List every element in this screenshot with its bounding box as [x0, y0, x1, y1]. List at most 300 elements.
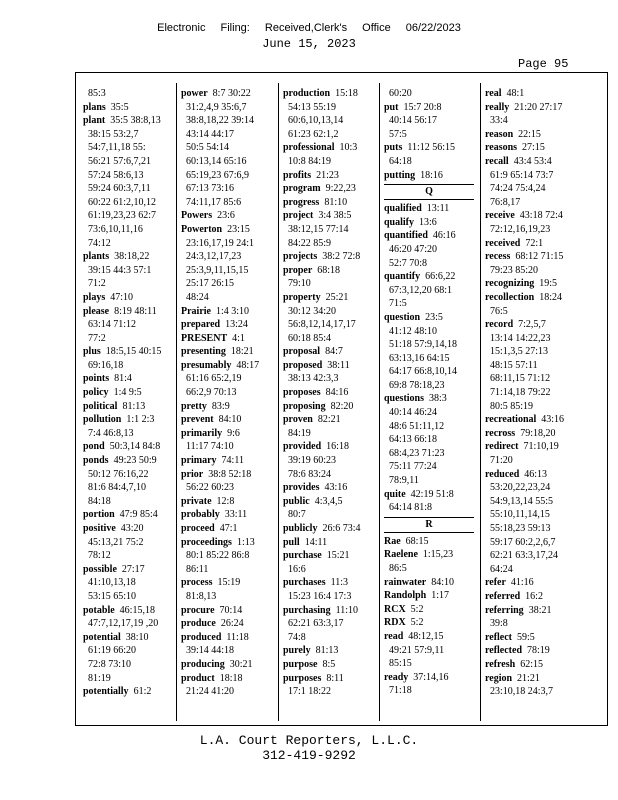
index-entry: [485, 291, 564, 305]
index-entry: [283, 101, 361, 115]
index-entry: [384, 216, 474, 230]
index-entry: [181, 277, 259, 291]
index-entry: [181, 101, 259, 115]
index-entry: [181, 359, 259, 373]
index-refs: 56:22 60:23: [186, 482, 235, 494]
transcript-date: June 15, 2023: [262, 37, 356, 51]
index-entry: [485, 536, 564, 550]
index-refs: 40:14 56:17: [389, 115, 438, 127]
index-refs: 84:18: [88, 495, 111, 507]
index-term: real: [485, 88, 502, 99]
index-refs: 46:16: [432, 230, 456, 242]
index-refs: 1:15,23: [422, 549, 454, 561]
index-entry: [83, 101, 161, 115]
index-refs: 66:2,9 70:13: [186, 387, 237, 399]
index-entry: [283, 169, 361, 183]
index-entry: [384, 257, 474, 271]
index-term: program: [283, 183, 321, 195]
index-entry: [384, 169, 474, 183]
index-entry: [384, 684, 474, 698]
index-refs: 71:18: [389, 685, 412, 697]
index-entry: [283, 644, 361, 658]
index-entry: [283, 454, 361, 468]
index-refs: 48:12,15: [408, 630, 444, 642]
index-refs: 23:15: [227, 223, 250, 235]
index-term: put: [384, 101, 399, 113]
index-term: purpose: [283, 658, 318, 670]
index-entry: [181, 522, 259, 536]
index-entry: [181, 576, 259, 590]
index-term: please: [83, 305, 110, 317]
index-entry: [283, 536, 361, 550]
index-term: progress: [283, 196, 320, 208]
index-entry: [83, 549, 161, 563]
reporter-phone: 312-419-9292: [262, 748, 356, 763]
index-refs: 46:15,18: [119, 604, 155, 616]
index-entry: [485, 604, 564, 618]
index-term: refer: [485, 577, 506, 589]
index-refs: 84:10: [218, 414, 242, 426]
index-refs: 76:5: [490, 305, 508, 317]
index-refs: 43:20: [120, 523, 144, 534]
index-refs: 16:18: [326, 441, 349, 453]
index-entry: [181, 291, 259, 305]
index-entry: [485, 468, 564, 482]
index-refs: 14:11: [304, 536, 328, 548]
index-refs: 83:9: [211, 400, 230, 412]
index-entry: [283, 576, 361, 590]
index-refs: 85:3: [88, 88, 106, 99]
index-term: reduced: [485, 468, 520, 480]
index-entry: [384, 352, 474, 366]
index-entry: [485, 196, 564, 210]
index-entry: [384, 548, 474, 562]
index-refs: 4:1: [232, 332, 245, 344]
index-refs: 78:6 83:24: [288, 468, 332, 480]
index-entry: [283, 277, 361, 291]
index-refs: 64:14 81:8: [389, 502, 433, 514]
index-term: presumably: [181, 359, 232, 371]
index-entry: [485, 495, 564, 509]
index-term: Randolph: [384, 590, 427, 602]
index-term: product: [181, 672, 215, 684]
index-entry: [384, 420, 474, 434]
index-term: purposes: [283, 672, 322, 684]
index-term: questions: [384, 393, 425, 405]
index-refs: 8:11: [326, 672, 344, 684]
index-entry: [181, 468, 259, 482]
index-entry: [283, 427, 361, 441]
index-refs: 9:6: [227, 427, 240, 439]
index-refs: 57:5: [389, 128, 407, 140]
index-term: potable: [83, 604, 115, 616]
index-entry: [83, 563, 161, 577]
index-term: pull: [283, 536, 300, 548]
index-entry: [83, 318, 161, 332]
index-refs: 64:17 66:8,10,14: [389, 366, 458, 378]
index-entry: [485, 128, 564, 142]
index-entry: [83, 182, 161, 196]
index-refs: 59:24 60:3,7,11: [88, 183, 151, 195]
index-entry: [283, 685, 361, 699]
index-term: project: [283, 210, 314, 222]
index-term: rainwater: [384, 576, 427, 588]
index-refs: 37:14,16: [413, 671, 449, 683]
index-refs: 15:19: [217, 577, 241, 589]
index-refs: 35:5 38:8,13: [110, 115, 161, 127]
index-term: quite: [384, 488, 406, 500]
index-refs: 38:18,22: [114, 251, 150, 263]
index-entry: [384, 433, 474, 447]
index-term: Prairie: [181, 305, 211, 317]
index-refs: 69:16,18: [88, 359, 124, 371]
index-entry: [485, 169, 564, 183]
index-entry: [485, 141, 564, 155]
index-refs: 60:6,10,13,14: [288, 115, 344, 127]
index-entry: [485, 372, 564, 386]
index-entry: [83, 440, 161, 454]
index-refs: 21:21: [517, 672, 540, 684]
index-term: probably: [181, 509, 220, 521]
index-refs: 64:13 66:18: [389, 434, 438, 446]
filing-header: [0, 22, 618, 34]
index-entry: [384, 603, 474, 617]
index-refs: 70:14: [219, 604, 243, 616]
index-refs: 1:13: [236, 536, 255, 548]
index-entry: [485, 223, 564, 237]
index-refs: 53:20,22,23,24: [490, 482, 551, 494]
index-entry: [181, 658, 259, 672]
index-refs: 38:2 72:8: [322, 251, 361, 263]
index-refs: 1:17: [431, 590, 450, 602]
index-entry: [83, 277, 161, 291]
index-term: potential: [83, 631, 121, 643]
index-entry: [283, 237, 361, 251]
index-refs: 16:6: [288, 563, 306, 575]
index-refs: 56:21 57:6,7,21: [88, 155, 152, 167]
index-entry: [181, 536, 259, 550]
index-entry: [181, 128, 259, 142]
index-term: policy: [83, 387, 109, 399]
index-entry: [384, 616, 474, 630]
index-refs: 61:19,23,23 62:7: [88, 210, 157, 222]
index-term: proposing: [283, 400, 326, 412]
index-term: profits: [283, 169, 312, 181]
index-entry: [283, 440, 361, 454]
index-entry: [83, 658, 161, 672]
index-refs: 13:11: [426, 203, 450, 215]
index-term: plays: [83, 291, 106, 303]
index-refs: 77:2: [88, 332, 106, 344]
index-refs: 33:4: [490, 115, 508, 127]
header-received: Received,Clerk's: [264, 22, 348, 34]
index-term: primary: [181, 455, 217, 467]
index-entry: [283, 223, 361, 237]
index-refs: 68:11,15 71:12: [490, 373, 551, 385]
index-refs: 71:2: [88, 278, 106, 290]
index-refs: 38:15 53:2,7: [88, 128, 139, 140]
index-refs: 5:2: [410, 603, 424, 615]
index-refs: 79:18,20: [520, 427, 556, 439]
index-refs: 23:16,17,19 24:1: [186, 237, 255, 249]
index-term: plants: [83, 251, 110, 263]
index-refs: 45:13,21 75:2: [88, 536, 144, 548]
index-refs: 47:10: [110, 291, 134, 303]
index-refs: 21:24 41:20: [186, 686, 235, 698]
index-entry: [181, 563, 259, 577]
index-refs: 72:1: [525, 237, 544, 249]
index-refs: 73:6,10,11,16: [88, 223, 143, 235]
index-refs: 67:13 73:16: [186, 183, 235, 195]
index-term: portion: [83, 509, 115, 521]
index-term: proposed: [283, 359, 323, 371]
index-entry: [83, 345, 161, 359]
index-refs: 74:24 75:4,24: [490, 183, 546, 195]
index-refs: 71:20: [490, 455, 513, 467]
index-refs: 18:21: [230, 346, 254, 358]
index-term: possible: [83, 563, 117, 575]
index-refs: 60:18 85:4: [288, 332, 332, 344]
index-term: record: [485, 319, 514, 331]
index-refs: 46:13: [524, 468, 548, 480]
index-refs: 42:19 51:8: [410, 488, 454, 500]
index-entry: [384, 392, 474, 406]
index-entry: [283, 522, 361, 536]
index-refs: 19:5: [539, 278, 558, 290]
index-refs: 74:11,17 85:6: [186, 196, 242, 208]
index-refs: 61:19 66:20: [88, 645, 137, 657]
index-entry: [485, 685, 564, 699]
index-refs: 1:4 3:10: [215, 305, 250, 317]
index-refs: 7:4 46:8,13: [88, 427, 134, 439]
index-refs: 21:20 27:17: [514, 101, 563, 113]
index-term: redirect: [485, 441, 519, 453]
index-refs: 54:7,11,18 55:: [88, 142, 146, 154]
index-entry: [181, 631, 259, 645]
index-refs: 23:6: [217, 210, 235, 222]
index-term: produced: [181, 631, 222, 643]
index-refs: 80:7: [288, 509, 306, 521]
index-entry: [283, 563, 361, 577]
index-refs: 12:8: [216, 495, 235, 507]
index-refs: 63:14 71:12: [88, 319, 137, 331]
index-refs: 68:12 71:15: [515, 251, 564, 263]
index-entry: [283, 196, 361, 210]
index-refs: 59:5: [517, 631, 535, 643]
index-entry: [283, 141, 361, 155]
index-entry: [283, 209, 361, 223]
header-electronic: Electronic: [157, 22, 206, 34]
index-refs: 81:19: [88, 672, 111, 684]
index-refs: 62:21 63:3,17,24: [490, 550, 559, 562]
index-refs: 51:18 57:9,14,18: [389, 339, 458, 351]
index-column-3: [283, 87, 361, 699]
index-refs: 49:23 50:9: [113, 455, 157, 467]
index-entry: [384, 365, 474, 379]
index-entry: [283, 481, 361, 495]
index-entry: [181, 413, 259, 427]
index-entry: [83, 468, 161, 482]
header-office: Office: [362, 22, 391, 34]
index-refs: 71:5: [389, 298, 407, 310]
index-entry: [485, 359, 564, 373]
index-entry: [384, 657, 474, 671]
index-entry: [83, 495, 161, 509]
index-column-2: [181, 87, 259, 699]
index-term: quantify: [384, 271, 421, 283]
index-refs: 3:4 38:5: [318, 210, 352, 222]
index-term: received: [485, 237, 521, 249]
index-refs: 62:21 63:3,17: [288, 618, 344, 630]
index-entry: [283, 264, 361, 278]
index-refs: 18:5,15 40:15: [105, 346, 162, 358]
index-refs: 74:12: [88, 237, 111, 249]
index-refs: 47:1: [219, 523, 238, 534]
index-entry: [83, 386, 161, 400]
index-entry: [384, 270, 474, 284]
index-term: recollection: [485, 291, 535, 303]
index-entry: [83, 536, 161, 550]
index-entry: [83, 604, 161, 618]
index-entry: [485, 101, 564, 115]
index-term: qualify: [384, 216, 415, 228]
index-term: recreational: [485, 414, 537, 426]
index-entry: [485, 522, 564, 536]
column-divider: [480, 83, 481, 721]
index-refs: 26:6 73:4: [322, 523, 361, 534]
index-refs: 10:8 84:19: [288, 155, 332, 167]
index-entry: [181, 345, 259, 359]
index-entry: [384, 114, 474, 128]
index-term: provides: [283, 482, 320, 494]
index-entry: [283, 413, 361, 427]
index-entry: [384, 589, 474, 603]
index-term: RDX: [384, 617, 406, 629]
index-term: points: [83, 373, 110, 385]
index-refs: 25:17 26:15: [186, 278, 235, 290]
index-column-1: [83, 87, 161, 699]
index-box: [75, 72, 608, 726]
index-term: referring: [485, 604, 524, 616]
index-entry: [485, 454, 564, 468]
index-refs: 68:15: [405, 535, 429, 547]
index-entry: [283, 590, 361, 604]
index-entry: [283, 672, 361, 686]
index-term: reflect: [485, 631, 513, 643]
column-divider: [176, 83, 177, 721]
index-entry: [485, 590, 564, 604]
index-entry: [83, 87, 161, 101]
index-refs: 18:16: [420, 169, 443, 181]
index-entry: [283, 631, 361, 645]
index-refs: 76:8,17: [490, 196, 521, 208]
index-refs: 35:5: [110, 101, 129, 113]
index-refs: 11:17 74:10: [186, 441, 234, 453]
index-term: PRESENT: [181, 332, 228, 344]
index-refs: 57:24 58:6,13: [88, 169, 144, 181]
index-entry: [384, 488, 474, 502]
index-refs: 82:21: [317, 414, 341, 426]
index-entry: [384, 128, 474, 142]
index-refs: 13:14 14:22,23: [490, 332, 551, 344]
index-refs: 24:3,12,17,23: [186, 251, 242, 263]
index-entry: [83, 454, 161, 468]
index-entry: [83, 427, 161, 441]
index-refs: 84:16: [325, 387, 349, 399]
index-entry: [181, 495, 259, 509]
index-refs: 50:3,14 84:8: [109, 441, 161, 453]
index-term: receive: [485, 210, 515, 222]
index-refs: 15:23 16:4 17:3: [288, 590, 352, 602]
index-entry: [384, 141, 474, 155]
index-term: region: [485, 672, 513, 684]
index-entry: [384, 562, 474, 576]
index-refs: 69:8 78:18,23: [389, 379, 445, 391]
index-term: professional: [283, 142, 335, 154]
index-term: Rae: [384, 535, 401, 547]
index-refs: 65:19,23 67:6,9: [186, 169, 250, 181]
index-term: plus: [83, 346, 101, 358]
index-refs: 31:2,4,9 35:6,7: [186, 101, 247, 113]
index-term: qualified: [384, 203, 422, 215]
index-entry: [384, 87, 474, 101]
index-entry: [181, 223, 259, 237]
index-entry: [181, 427, 259, 441]
index-entry: [485, 386, 564, 400]
index-entry: [181, 672, 259, 686]
index-term: potentially: [83, 686, 129, 698]
section-letter: R: [384, 517, 474, 533]
index-refs: 86:11: [186, 563, 209, 575]
index-entry: [485, 576, 564, 590]
index-entry: [384, 284, 474, 298]
index-refs: 11:3: [330, 577, 349, 589]
index-term: proposal: [283, 346, 321, 358]
index-term: reflected: [485, 645, 523, 657]
index-entry: [83, 672, 161, 686]
index-refs: 78:19: [527, 645, 550, 657]
index-refs: 15:7 20:8: [403, 101, 442, 113]
index-refs: 1:4 9:5: [113, 387, 142, 399]
index-refs: 81:6 84:4,7,10: [88, 482, 147, 494]
column-divider: [278, 83, 279, 721]
index-refs: 13:24: [225, 319, 248, 331]
index-entry: [181, 87, 259, 101]
index-term: RCX: [384, 603, 406, 615]
index-entry: [83, 209, 161, 223]
index-term: question: [384, 311, 421, 323]
index-term: Powers: [181, 210, 213, 222]
index-refs: 80:5 85:19: [490, 400, 534, 412]
index-entry: [181, 155, 259, 169]
index-entry: [384, 474, 474, 488]
index-refs: 75:11 77:24: [389, 461, 437, 473]
index-refs: 74:11: [221, 455, 244, 467]
index-refs: 15:18: [335, 88, 358, 99]
index-entry: [83, 114, 161, 128]
index-refs: 62:15: [520, 658, 543, 670]
index-refs: 47:9 85:4: [119, 509, 158, 521]
index-refs: 79:23 85:20: [490, 264, 539, 276]
index-entry: [485, 114, 564, 128]
index-entry: [485, 237, 564, 251]
index-refs: 81:10: [324, 196, 348, 208]
index-refs: 30:21: [229, 658, 253, 670]
index-term: production: [283, 88, 331, 99]
index-term: primarily: [181, 427, 223, 439]
index-refs: 71:14,18 79:22: [490, 387, 551, 399]
index-refs: 84:10: [431, 576, 454, 588]
